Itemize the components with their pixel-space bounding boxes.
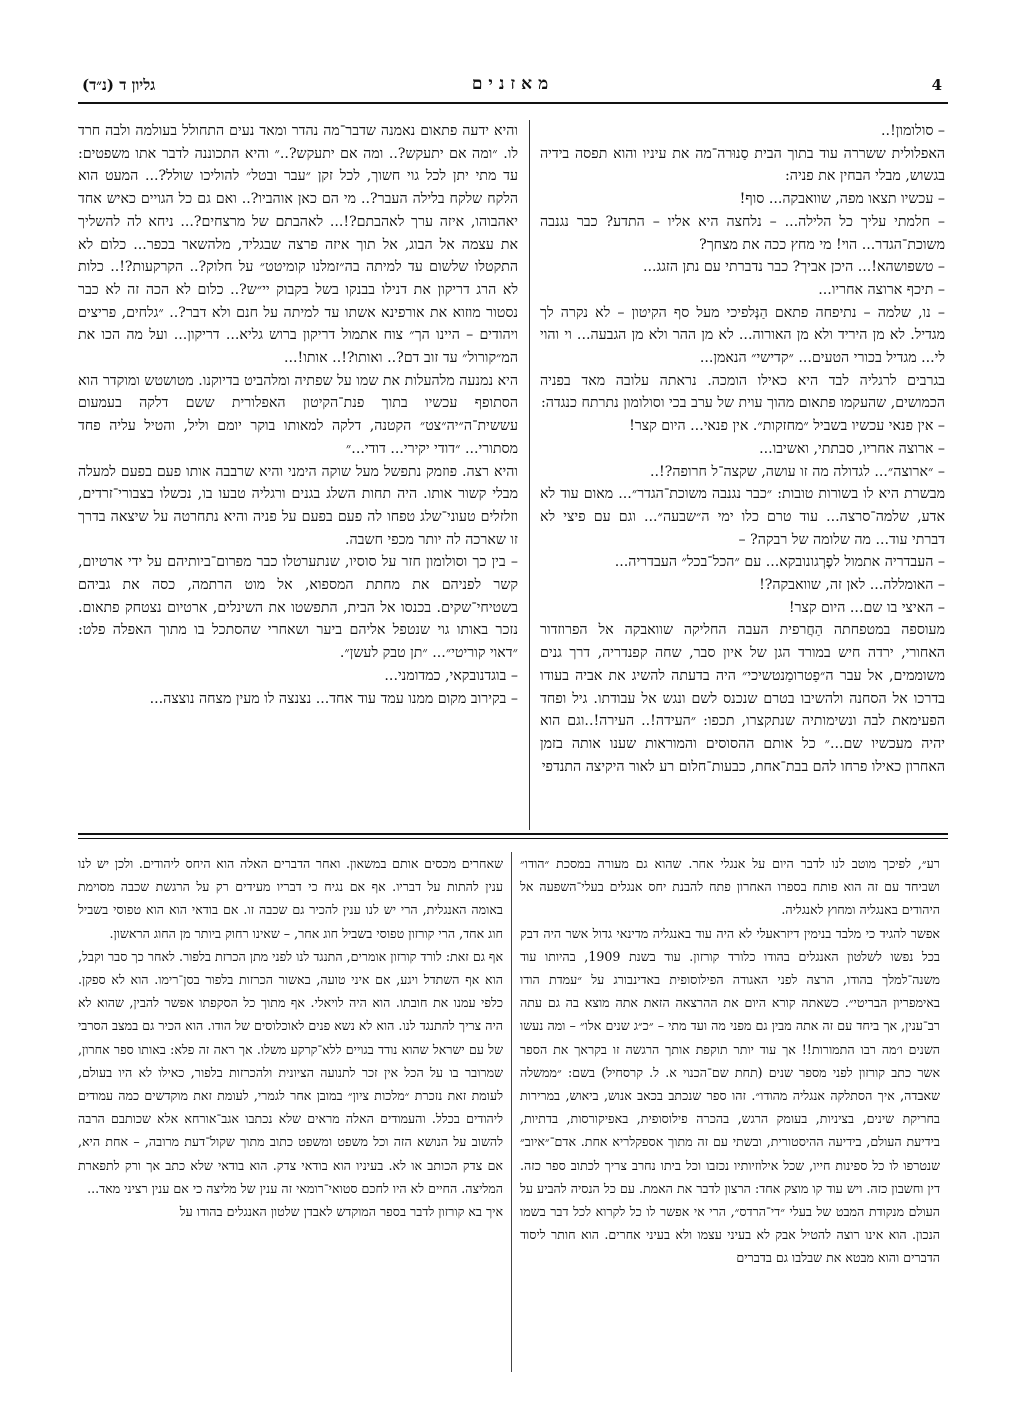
paragraph: – סולומון!.. — [881, 123, 945, 139]
paragraph: בגרבים לרגליה לבד היא כאילו הומכה. נראתה עלובה מאד בפניה הכמושים, שהעקמו פתאום מהוך עוית של ערב בכי וסולומון נתרתח כנגדה: — [540, 372, 945, 412]
essay-column-right — [520, 852, 940, 1372]
paragraph: אפשר להגיד כי מלבד בנימין דיזראעלי לא היה עוד באנגליה מדינאי גדול אשר היה דבק בכל נפשו לשלטון האנגלים בהודו כלורד קורזון. עוד בשנת 1909, בהיותו עוד משנה־למלך בהודו, הרצה לפני האגודה הפילוסופית באדינבורג על ״עמדת הודו באימפריון הבריטי״. כשאתה קורא היום את ההרצאה הזאת אתה מוצא בה גם עתה רב־ענין, אך ביחד עם זה אתה מבין גם מפני מה ועד מתי – ״כ״ג שנים אלו״ – ומה נעשו השנים ו׳מה רבו התמורות!! אך עוד יותר תוקפת אותך הרגשה זו בקראך את הספר אשר כתב קורזון לפני מספר שנים (תחת שם־הכנוי א. ל. קרסחיל) בשם: ״ממשלה שאבדה, איך הסתלקה אנגליה מהודו״. זהו ספר שנכתב בכאב אנוש, ביאוש, במרירות בחריקת שינים, בציניות, בעומק הרגש, בהכרה פילוסופית, באפיקורסות, בדתיות, בידיעת העולם, בידיעה ההיסטורית, ובשתי עם זה מתוך אספקלריא אחת. אדם־״איוב״ שנטרפו לו כל ספינות חייו, שכל אילוזיותיו נכזבו וכל ביתו נחרב צריך לכתוב ספר כזה. דין וחשבון כזה. ויש עוד קו מוצק אחד: הרצון לדבר את האמת. עם כל הנסיה להביע על העולם מנקודת המבט של בעלי ״די־הרדס״, הרי אי אפשר לו כל לקרוא לכל דבר בשמו הנכון. הוא אינו רוצה להטיל אבק לא בעיני עצמו ולא בעיני אחרים. הוא חותר ליסוד הדברים והוא מבטא את שבלבו גם בדברים — [520, 925, 940, 1266]
paragraph: והיא רצה. פוזמק נתפשל מעל שוקה הימני והיא שרבבה אותו פעם בפעם למעלה מבלי קשור אותו. היה תחות השלג בגנים ורגליה טבעו בו, נכשלו בצבורי־זרדים, וזלזלים טעוני־שלג טפחו לה פעם בפעם על פניה והיא נתחרטה על שיצאה בדרך זו שארכה לה יותר מכפי חשבה. — [78, 463, 518, 548]
paragraph: – ״ארוצה״... לגדולה מה זו עושה, שקצה־ל חרופה?!.. — [650, 463, 945, 480]
page-header — [78, 72, 948, 104]
section-rule-thin — [78, 838, 948, 839]
paragraph: – האומללה... לאן זה, שוואבקה?! — [759, 577, 945, 594]
journal-title: מאזנים — [471, 74, 555, 94]
paragraph: – תיכף ארוצה אחריו... — [818, 281, 945, 298]
paragraph: – נו, שלמה – נתיפחה פתאם הַנְּלפיכי מעל סף הקיטון – לא נקרה לך מגדיל. לא מן היריד ולא מן האורוה... לא מן ההר ולא מן הגבעה... וי והוי לי... מגדיל בכורי הטעים... ״קדישי״ הנאמן... — [540, 304, 945, 367]
paragraph: רע״, לפיכך מוטב לנו לדבר היום על אנגלי אחר. שהוא גם מעורה במסכת ״הודו״ ושביחד עם זה הוא פותח בספרו האחרון פתח להבנת יחס אנגלים בעלי־השפעה אל היהודים באנגליה ומחוץ לאנגליה. — [520, 856, 940, 918]
paragraph: – בקירוב מקום ממנו עמד עוד אחד... נצנצה לו מעין מצחה נוצצה... — [149, 690, 518, 707]
essay-column-left — [78, 852, 503, 1372]
paragraph: האפלולית ששררה עוד בתוך הבית סַנוּרה־מה את עיניו והוא תפסה בידיה בגשוש, מבלי הבחין את פניה: — [540, 145, 945, 185]
paragraph: – חלמתי עליך כל הלילה... – נלחצה היא אליו – התדע? כבר נגנבה משוכת־הגדר... הוי! מי מחץ ככה את מצחך? — [540, 213, 945, 253]
paragraph: – האיצי בו שם... היום קצר! — [788, 599, 945, 616]
column-divider — [529, 120, 530, 830]
story-column-right — [540, 120, 945, 830]
issue-label: גליון ד (נ״ד) — [82, 76, 156, 94]
paragraph: – טשפושהא!... היכן אביך? כבר נדברתי עם נתן הזגג... — [642, 259, 945, 276]
paragraph: היא נמנעה מלהעלות את שמו על שפתיה ומלהביט בדיוקנו. מטושטש ומוקדר הוא הסתופף עכשיו בתוך פנת־הקיטון האפלורית ששם דלקה בעמעום עששית־ה״יה״צט״ הקטנה, דלקה למאותו בוקר יומם וליל, והטיל עליה פחד מסתורי... ״דודי יקירי... דודי...״ — [78, 372, 518, 457]
paragraph: מבשרת היא לו בשורות טובות: ״כבר נגנבה משוכת־הגדר״... מאום עוד לא אדע, שלמה־סרצה... עוד טרם כלו ימי ה״שבעה״... וגם עם פיצי לא דברתי עוד... מה שלומה של רבקה? – — [540, 486, 945, 548]
paragraph: והיא ידעה פתאום נאמנה שדבר־מה נהדר ומאד נעים התחולל בעולמה ולבה חרד לו. ״ומה אם יתעקש?.. ומה אם יתעקש?..״ והיא התכוננה לדבר אתו משפטים: עד מתי יתן לכל גוי חשוך, לכל זקן ״עבר ובטל״ להוליכו שולל?... המעט הוא הלקח שלקח בלילה העבר?.. מי הם כאן אוהביו?.. ואם גם כל הגויים כאיש אחד יאהבוהו, איזה ערך לאהבתם?!... לאהבתם של מרצחים?... ניחא לה להשליך את עצמה אל הבוג, אל תוך איזה פרצה שבגליד, מלהשאר בכפר... כלום לא התקטלו שלשום עד למיתה בה״זמלנו קומיטט״ על חלוק?.. הקרקעות?!.. כלות לא הרג דריקון את דנילו בבנקו בשל בקבוק יי״ש?.. כלום לא הכה זה לא כבר נסטור מוזוא את אורפינא אשתו עד למיתה על חנם ולא דבר?.. ״גלחים, פריצים ויהודים – היינו הך״ צוח אתמול דריקון ברוש גליא... דריקון... ועל מה הכו את המ״קורול״ עד זוב דם?.. ואותו?!.. אותו!... — [78, 123, 518, 367]
paragraph: – אין פנאי עכשיו בשביל ״מחזקות״. אין פנאי... היום קצר! — [629, 418, 945, 435]
paragraph: – בין כך וסולומון חזר על סוסיו, שנתערטלו כבר מפרום־ביותיהם על ידי ארטיום, קשר לפניהם את מחתת המספוא, אל מוט הרתמה, כסה את גביהם בשטיחי־שקים. בכנסו אל הבית, התפשטו את השינלים, ארטיום נצטחק פתאום. נזכר באותו גוי שנטפל אליהם ביער ושאחרי שהסתכל בו מתוך האפלה פלט: ״דאוי קוריטי״... ״תן טבק לעשן״. — [78, 554, 518, 662]
section-rule — [78, 833, 948, 835]
column-divider — [511, 852, 512, 1372]
paragraph: אף גם זאת: לורד קורזון אומרים, התנגד לנו לפני מתן הכרזת בלפור. לאחר כך סבר וקבל, הוא אף השתדל ויגע, אם איני טועה, באשור הכרזות בלפור בסן־רימו. הוא לא ספקן. כלפי עמנו את חובתו. הוא היה לויאלי. אף מתוך כל הסקפתו אפשר להבין, שהוא לא היה צריך להתנגד לנו. הוא לא נשא פנים לאוכלוסים של הודו. הוא הכיר גם במצב הסרבי של עם ישראל שהוא נודד בגויים ללא־קרקע משלו. אך ראה זה פלא: באותו ספר אחרון, שמרובר בו על הכל אין זכר לתנועה הציונית ולהכרזות בלפור, כאילו לא היו בעולם, לעומת זאת נזכרת ״מלכות ציון״ במובן אחר לגמרי, לעומת זאת מוקדשים כמה עמודים ליהודים בכלל. והעמודים האלה מראים שלא נכתבו אגב־אורחא אלא שכותבם הרבה להשוב על הנושא הזה וכל משפט ומשפט כתוב מתוך שקול־דעת מרובה, – אחת היא, אם צדק הכותב או לא. בעיניו הוא בודאי צדק. הוא בודאי שלא כתב אך ורק לתפארת המליצה. החיים לא היו לחכם סטואי־רומאי זה ענין של מליצה כי אם ענין רציני מאד... — [78, 948, 503, 1196]
page-number: 4 — [931, 76, 942, 94]
paragraph: שאחרים מכסים אותם במשאון. ואחר הדברים האלה הוא היחס ליהודים. ולכן יש לנו ענין להתות על דבריו. אף אם נגיח כי דבריו מעידים רק על הרגשת שכבה מסוימת באומה האנגלית, הרי יש לנו ענין להכיר גם שכבה זו. אם בודאי הוא הוא טפוסי בשביל חוג אחד, הרי קורזון טפוסי בשביל חוג אחר, – שאינו רחוק ביותר מן החוג הראשון. — [78, 856, 503, 941]
paragraph: איך בא קורזון לדבר בספר המוקדש לאבדן שלטון האנגלים בהודו על — [179, 1204, 503, 1220]
paragraph: – בוגדנובקאי, כמדומני... — [384, 667, 518, 684]
paragraph: – ארוצה אחריו, סבתתי, ואשיבו... — [759, 440, 945, 457]
story-column-left — [78, 120, 518, 830]
paragraph: מעוספה במטפחתה הַחֲרפית העבה החליקה שוואבקה אל הפרוזדור האחורי, ירדה חיש במורד הגן של איון סבר, שחה קפנדריה, דרך גנים משוממים, אל עבר ה״פַטרומַנטשיכי״ היה בדעתה להשיג את אביה בעודו בדרכו אל הסחנה ולהשיבו בטרם שנכנס לשם ונגש אל עבודתו. גיל ופחד הפעימאת לבה ונשימותיה שנתקצרו, תכפו: ״העידה!.. העירה!..וגם הוא יהיה מעכשיו שם...״ כל אותם ההסוסים והמוראות שענו אותה בזמן האחרון כאילו פרחו להם בבת־אחת, כבעות־חלום רע לאור היקיצה התנדפי — [540, 622, 945, 775]
paragraph: – העבדריה אתמול לפֶרְגונובקא... עם ״הכל־בכל״ העבדריה... — [614, 554, 945, 571]
paragraph: – עכשיו תצאו מפה, שוואבקה... סוף! — [739, 191, 945, 208]
